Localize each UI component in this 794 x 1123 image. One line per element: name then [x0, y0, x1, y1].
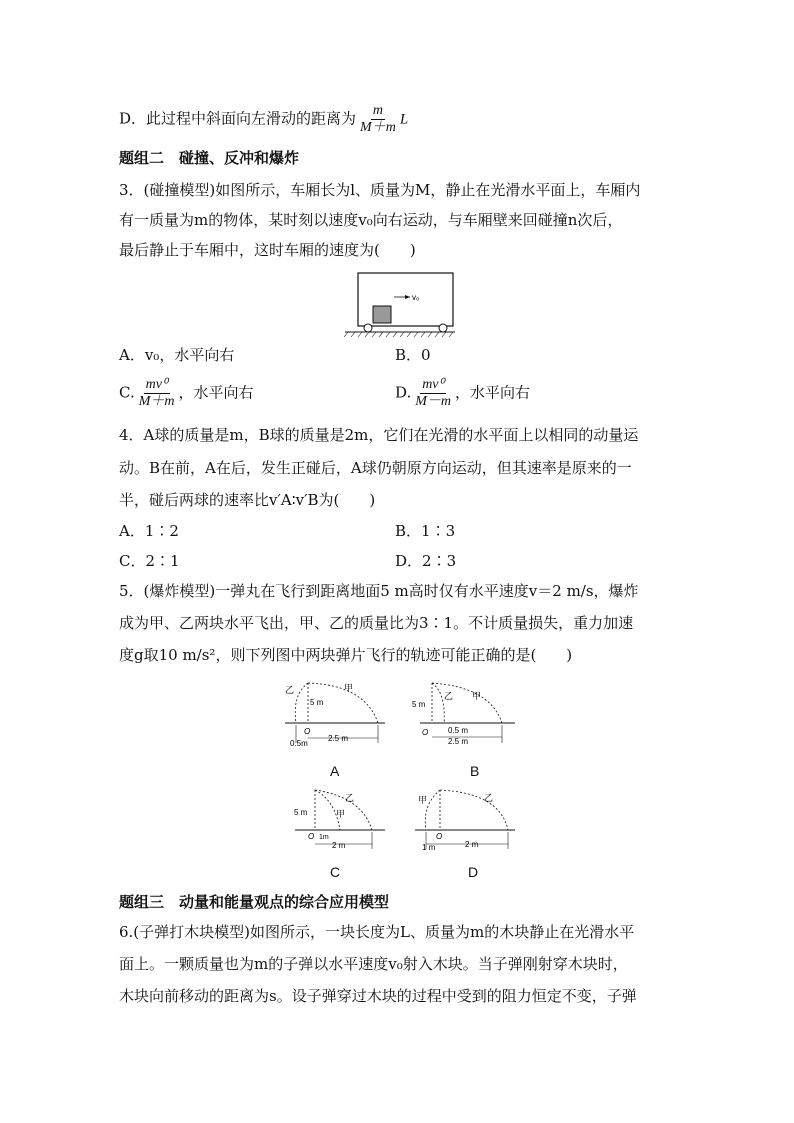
svg-text:1 m: 1 m: [422, 843, 436, 852]
svg-text:乙: 乙: [484, 793, 494, 803]
svg-text:甲: 甲: [336, 809, 346, 819]
svg-text:O: O: [308, 832, 315, 841]
q3-option-a: A．v₀，水平向右: [119, 346, 235, 364]
q4-option-c: C．2∶1: [119, 552, 180, 570]
svg-text:乙: 乙: [444, 691, 454, 701]
q3-cart-figure: [340, 268, 460, 343]
q5-caption-a: A: [330, 763, 340, 779]
svg-text:2.5 m: 2.5 m: [448, 737, 469, 746]
q3-line3: 最后静止于车厢中，这时车厢的速度为( ): [119, 241, 416, 259]
svg-text:5 m: 5 m: [294, 808, 308, 817]
q5-figure-b: [410, 675, 520, 755]
q5-figure-a: [280, 675, 390, 755]
q5-caption-b: B: [470, 763, 480, 779]
q5-figure-c: [290, 785, 390, 857]
svg-text:0.5 m: 0.5 m: [448, 726, 469, 735]
svg-text:甲: 甲: [418, 795, 428, 805]
svg-text:甲: 甲: [344, 683, 354, 693]
q5-line2: 成为甲、乙两块水平飞出，甲、乙的质量比为3∶1。不计质量损失，重力加速: [119, 614, 634, 632]
q3-option-c: C. $\frac{\text{mv⁰}}{M+m}$ ，水平向右: [119, 377, 254, 409]
svg-text:2 m: 2 m: [332, 841, 346, 850]
q6-line3: 木块向前移动的距离为s。设子弹穿过木块的过程中受到的阻力恒定不变，子弹: [119, 987, 637, 1005]
svg-text:v₀: v₀: [412, 293, 420, 302]
fraction: $\frac{m}{M+m}$: [360, 103, 396, 135]
svg-text:5 m: 5 m: [412, 700, 426, 709]
svg-text:O: O: [422, 728, 429, 737]
svg-text:2 m: 2 m: [465, 840, 479, 849]
q6-line2: 面上。一颗质量也为m的子弹以水平速度v₀射入木块。当子弹刚射穿木块时，: [119, 955, 628, 973]
group2-heading: 题组二 碰撞、反冲和爆炸: [119, 149, 300, 167]
q4-option-b: B．1∶3: [395, 522, 456, 540]
svg-text:乙: 乙: [345, 793, 355, 803]
q5-line3: 度g取10 m/s²，则下列图中两块弹片飞行的轨迹可能正确的是( ): [119, 646, 573, 664]
q4-line3: 半，碰后两球的速率比v′A∶v′B为( ): [119, 491, 376, 509]
q3-line2: 有一质量为m的物体，某时刻以速度v₀向右运动，与车厢壁来回碰撞n次后，: [119, 211, 623, 229]
group3-heading: 题组三 动量和能量观点的综合应用模型: [119, 893, 390, 911]
q3-line1: 3．(碰撞模型)如图所示，车厢长为l、质量为M，静止在光滑水平面上，车厢内: [119, 181, 641, 199]
svg-text:O: O: [304, 727, 311, 736]
q5-caption-c: C: [330, 864, 341, 880]
q6-line1: 6.(子弹打木块模型)如图所示，一块长度为L、质量为m的木块静止在光滑水平: [119, 923, 635, 941]
q5-caption-d: D: [468, 864, 479, 880]
q2-option-d: D．此过程中斜面向左滑动的距离为 $\frac{m}{M+m}$ L: [119, 103, 409, 135]
svg-text:甲: 甲: [472, 691, 482, 701]
q5-line1: 5．(爆炸模型)一弹丸在飞行到距离地面5 m高时仅有水平速度v＝2 m/s，爆炸: [119, 582, 639, 600]
svg-text:O: O: [436, 832, 443, 841]
q4-line1: 4．A球的质量是m，B球的质量是2m，它们在光滑的水平面上以相同的动量运: [119, 426, 639, 444]
q3-option-b: B．0: [395, 346, 431, 364]
q3-option-d: D. $\frac{\text{mv⁰}}{M-m}$ ，水平向右: [395, 377, 531, 409]
svg-text:2.5 m: 2.5 m: [328, 734, 349, 743]
q4-option-a: A．1∶2: [119, 522, 179, 540]
q4-option-d: D．2∶3: [395, 552, 457, 570]
svg-text:1m: 1m: [319, 834, 329, 841]
svg-text:5 m: 5 m: [310, 698, 324, 707]
svg-text:乙: 乙: [285, 685, 295, 695]
q4-line2: 动。B在前，A在后，发生正碰后，A球仍朝原方向运动，但其速率是原来的一: [119, 459, 632, 477]
q5-figure-d: [410, 785, 520, 857]
svg-text:0.5m: 0.5m: [290, 739, 308, 748]
